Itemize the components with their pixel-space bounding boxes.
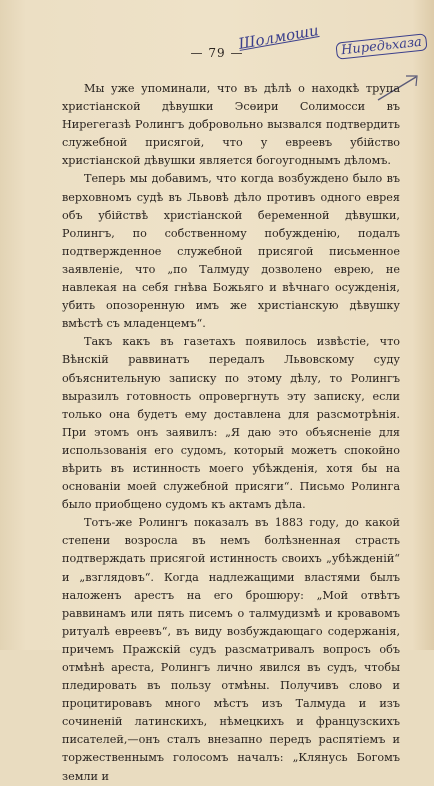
- body-text: [62, 80, 400, 786]
- handwritten-note-left: Шолмоши: [237, 21, 320, 53]
- page-number: — 79 —: [190, 46, 244, 60]
- paragraph-2: Теперь мы добавимъ, что когда возбуждено было въ верховномъ судѣ въ Львовѣ дѣло противъ одного еврея объ убійствѣ христіанской беременной дѣвушки, Ролингъ, по собственному побужденію, подалъ подтвержденное служебной присягой письменное заявленіе, что „по Талмуду дозволено еврею, не навлекая на себя гнѣва Божьяго и вѣчнаго осужденія, убить опозоренную имъ же христіанскую дѣвушку вмѣстѣ съ младенцемъ“.: [62, 172, 400, 331]
- paragraph-3: Такъ какъ въ газетахъ появилось извѣстіе, что Вѣнскій раввинатъ передалъ Львовскому суду объяснительную записку по этому дѣлу, то Ролингъ выразилъ готовность опровергнуть эту записку, если только она будетъ ему доставлена для разсмотрѣнія. При этомъ онъ заявилъ: „Я даю это объясненіе для использованія его судомъ, который можетъ спокойно вѣрить въ истинность моего убѣжденія, хотя бы на основаніи моей служебной присяги“. Письмо Ролинга было приобщено судомъ къ актамъ дѣла.: [62, 335, 400, 512]
- paragraph-1: Мы уже упоминали, что въ дѣлѣ о находкѣ трупа христіанской дѣвушки Эсөири Солимосси въ Ниpегегазѣ Ролингъ добровольно вызвался подтвердить служебной присягой, что у евреевъ убійство христіанской дѣвушки является богоугоднымъ дѣломъ.: [62, 82, 400, 168]
- handwritten-note-right: Ниредьхаза: [335, 33, 427, 59]
- paragraph-4: Тотъ-же Ролингъ показалъ въ 1883 году, до какой степени возросла въ немъ болѣзненная страсть подтверждать присягой истинность своихъ „убѣжденій“ и „взглядовъ“. Когда надлежащими властями былъ наложенъ арестъ на его брошюру: „Мой отвѣтъ раввинамъ или пять писемъ о талмудизмѣ и кровавомъ ритуалѣ евреевъ“, въ виду возбуждающаго содержанія, причемъ Пражскій судъ разсматривалъ вопросъ объ отмѣнѣ ареста, Ролингъ лично явился въ судъ, чтобы пледировать въ пользу отмѣны. Получивъ слово и процитировавъ много мѣстъ изъ Талмуда и изъ сочиненій латинскихъ, нѣмецкихъ и французскихъ писателей,—онъ сталъ внезапно передъ распятіемъ и торжественнымъ голосомъ началъ: „Клянусь Богомъ земли и: [62, 516, 400, 783]
